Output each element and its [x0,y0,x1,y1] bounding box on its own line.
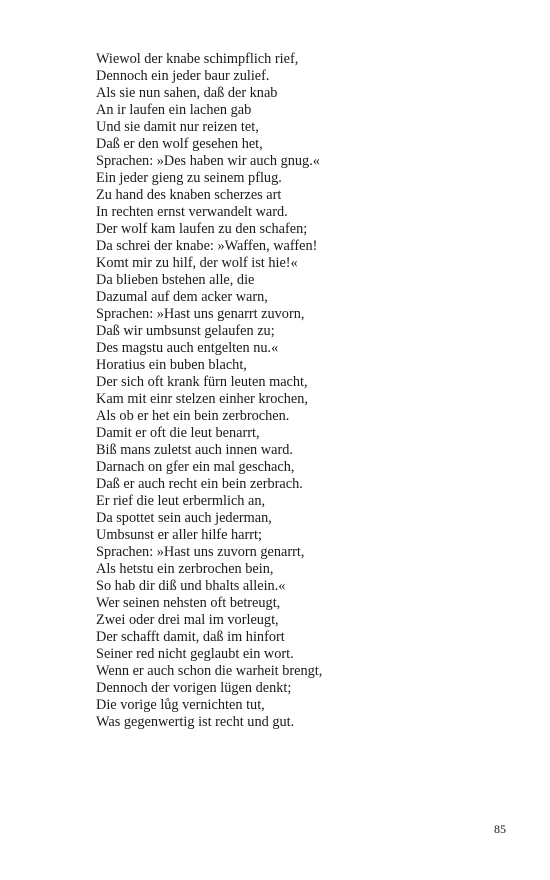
poem-line: Des magstu auch entgelten nu.« [96,340,279,356]
poem-line: Umbsunst er aller hilfe harrt; [96,527,262,543]
poem-line: Seiner red nicht geglaubt ein wort. [96,646,294,662]
poem-line: An ir laufen ein lachen gab [96,102,252,118]
poem-line: Die vorige lůg vernichten tut, [96,697,265,713]
poem-line: Darnach on gfer ein mal geschach, [96,459,295,475]
poem-line: Daß er den wolf gesehen het, [96,136,263,152]
poem-line: Da schrei der knabe: »Waffen, waffen! [96,238,318,254]
poem-line: Wiewol der knabe schimpflich rief, [96,51,299,67]
poem-line: Sprachen: »Des haben wir auch gnug.« [96,153,320,169]
poem-line: Dennoch der vorigen lügen denkt; [96,680,292,696]
poem-line: Der sich oft krank fürn leuten macht, [96,374,308,390]
poem-line: Damit er oft die leut benarrt, [96,425,260,441]
poem-line: Kam mit einr stelzen einher krochen, [96,391,308,407]
poem-line: Sprachen: »Hast uns zuvorn genarrt, [96,544,305,560]
poem-line: Der wolf kam laufen zu den schafen; [96,221,308,237]
page-number: 85 [494,822,506,836]
poem-line: Da blieben bstehen alle, die [96,272,255,288]
poem-line: Wer seinen nehsten oft betreugt, [96,595,281,611]
poem-line: Ein jeder gieng zu seinem pflug. [96,170,282,186]
poem [96,51,322,731]
poem-line: Dazumal auf dem acker warn, [96,289,268,305]
poem-line: Da spottet sein auch jederman, [96,510,272,526]
poem-line: Komt mir zu hilf, der wolf ist hie!« [96,255,298,271]
poem-line: Sprachen: »Hast uns genarrt zuvorn, [96,306,305,322]
poem-line: Der schafft damit, daß im hinfort [96,629,285,645]
poem-line: Er rief die leut erbermlich an, [96,493,266,509]
poem-line: Daß wir umbsunst gelaufen zu; [96,323,275,339]
poem-line: Dennoch ein jeder baur zulief. [96,68,270,84]
poem-line: Daß er auch recht ein bein zerbrach. [96,476,303,492]
poem-line: Als ob er het ein bein zerbrochen. [96,408,290,424]
poem-line: Als sie nun sahen, daß der knab [96,85,278,101]
poem-line: Zwei oder drei mal im vorleugt, [96,612,279,628]
poem-line: Und sie damit nur reizen tet, [96,119,259,135]
poem-line: So hab dir diß und bhalts allein.« [96,578,286,594]
poem-line: Zu hand des knaben scherzes art [96,187,282,203]
poem-line: Was gegenwertig ist recht und gut. [96,714,295,730]
poem-line: Wenn er auch schon die warheit brengt, [96,663,323,679]
poem-line: Biß mans zuletst auch innen ward. [96,442,293,458]
poem-line: Horatius ein buben blacht, [96,357,247,373]
poem-line: In rechten ernst verwandelt ward. [96,204,288,220]
poem-line: Als hetstu ein zerbrochen bein, [96,561,274,577]
